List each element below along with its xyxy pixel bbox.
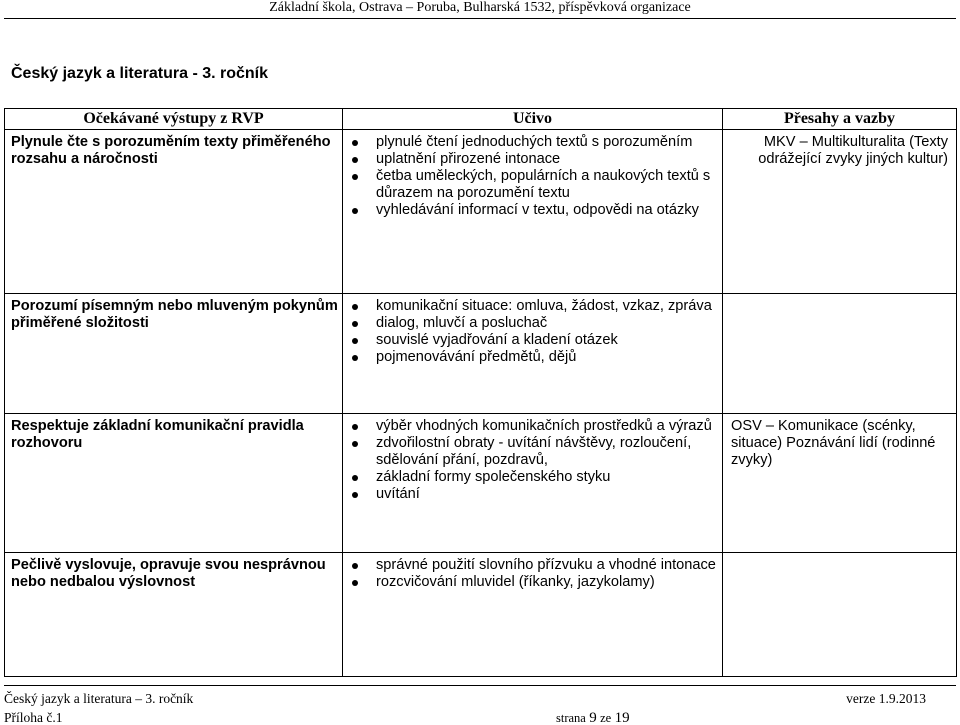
table-row [5,414,957,553]
page-current: 9 [589,710,597,725]
document-title: Český jazyk a literatura - 3. ročník [11,65,269,82]
column-header-crossovers: Přesahy a vazby [723,109,957,130]
content-list [347,134,720,219]
school-name: Základní škola, Ostrava – Poruba, Bulharská 1532, příspěvková organizace [269,0,691,15]
page-footer [0,685,960,725]
content-cell [343,294,723,414]
content-item-text: vyhledávání informací v textu, odpovědi na otázky [376,202,699,218]
footer-annex: Příloha č.1 [4,710,63,725]
list-item [347,134,720,151]
list-item [347,469,720,486]
bullet-icon [352,441,358,447]
list-item [347,202,720,219]
curriculum-table [4,108,957,677]
list-item [347,435,720,469]
crossover-cell: MKV – Multikulturalita (Texty odrážející zvyky jiných kultur) [723,130,957,294]
content-item-text: komunikační situace: omluva, žádost, vzkaz, zpráva [376,298,712,314]
bullet-icon [352,492,358,498]
content-item-text: uvítání [376,486,420,502]
content-cell [343,414,723,553]
content-item-text: uplatnění přirozené intonace [376,151,561,167]
content-item-text: základní formy společenského styku [376,469,611,485]
content-item-text: plynulé čtení jednoduchých textů s porozuměním [376,134,693,150]
list-item [347,418,720,435]
content-cell [343,130,723,294]
page-number [556,710,630,725]
list-item [347,486,720,503]
list-item [347,349,720,366]
bullet-icon [352,304,358,310]
content-item-text: zdvořilostní obraty - uvítání návštěvy, rozloučení, sdělování přání, pozdravů, [376,435,692,468]
list-item [347,168,720,202]
outcome-cell: Pečlivě vyslovuje, opravuje svou nesprávnou nebo nedbalou výslovnost [5,553,343,677]
content-item-text: dialog, mluvčí a posluchač [376,315,548,331]
bullet-icon [352,338,358,344]
list-item [347,315,720,332]
footer-version: verze 1.9.2013 [846,691,926,706]
bullet-icon [352,208,358,214]
table-row [5,130,957,294]
bullet-icon [352,580,358,586]
list-item [347,298,720,315]
list-item [347,332,720,349]
outcome-cell [5,294,343,414]
bullet-icon [352,563,358,569]
column-header-outcomes: Očekávané výstupy z RVP [5,109,343,130]
content-item-text: četba uměleckých, populárních a naukových textů s důrazem na porozumění textu [376,168,711,201]
bullet-icon [352,157,358,163]
bullet-icon [352,355,358,361]
content-cell [343,553,723,677]
list-item [347,151,720,168]
bullet-icon [352,475,358,481]
footer-rule [4,685,956,686]
list-item [347,574,720,591]
crossover-cell [723,294,957,414]
page-separator: ze [600,711,612,725]
crossover-cell: OSV – Komunikace (scénky, situace) Poznávání lidí (rodinné zvyky) [723,414,957,553]
bullet-icon [352,424,358,430]
outcome-text: Porozumí písemným nebo mluveným pokynům přiměřené složitosti [11,298,338,331]
content-list [347,298,720,366]
content-item-text: rozcvičování mluvidel (říkanky, jazykolamy) [376,574,655,590]
table-row [5,294,957,414]
table-row [5,553,957,677]
footer-subject: Český jazyk a literatura – 3. ročník [4,691,194,706]
content-item-text: správné použití slovního přízvuku a vhodné intonace [376,557,716,573]
content-list [347,418,720,503]
table-header-row [5,109,957,130]
content-item-text: pojmenovávání předmětů, dějů [376,349,577,365]
content-item-text: souvislé vyjadřování a kladení otázek [376,332,618,348]
bullet-icon [352,140,358,146]
list-item [347,557,720,574]
outcome-cell: Plynule čte s porozuměním texty přiměřeného rozsahu a náročnosti [5,130,343,294]
page-total: 19 [614,710,630,725]
page-label: strana [556,711,586,725]
outcome-cell: Respektuje základní komunikační pravidla rozhovoru [5,414,343,553]
bullet-icon [352,321,358,327]
header-rule [4,18,956,19]
content-list [347,557,720,591]
column-header-content: Učivo [343,109,723,130]
page-header [0,0,960,22]
bullet-icon [352,174,358,180]
crossover-cell [723,553,957,677]
content-item-text: výběr vhodných komunikačních prostředků a výrazů [376,418,712,434]
